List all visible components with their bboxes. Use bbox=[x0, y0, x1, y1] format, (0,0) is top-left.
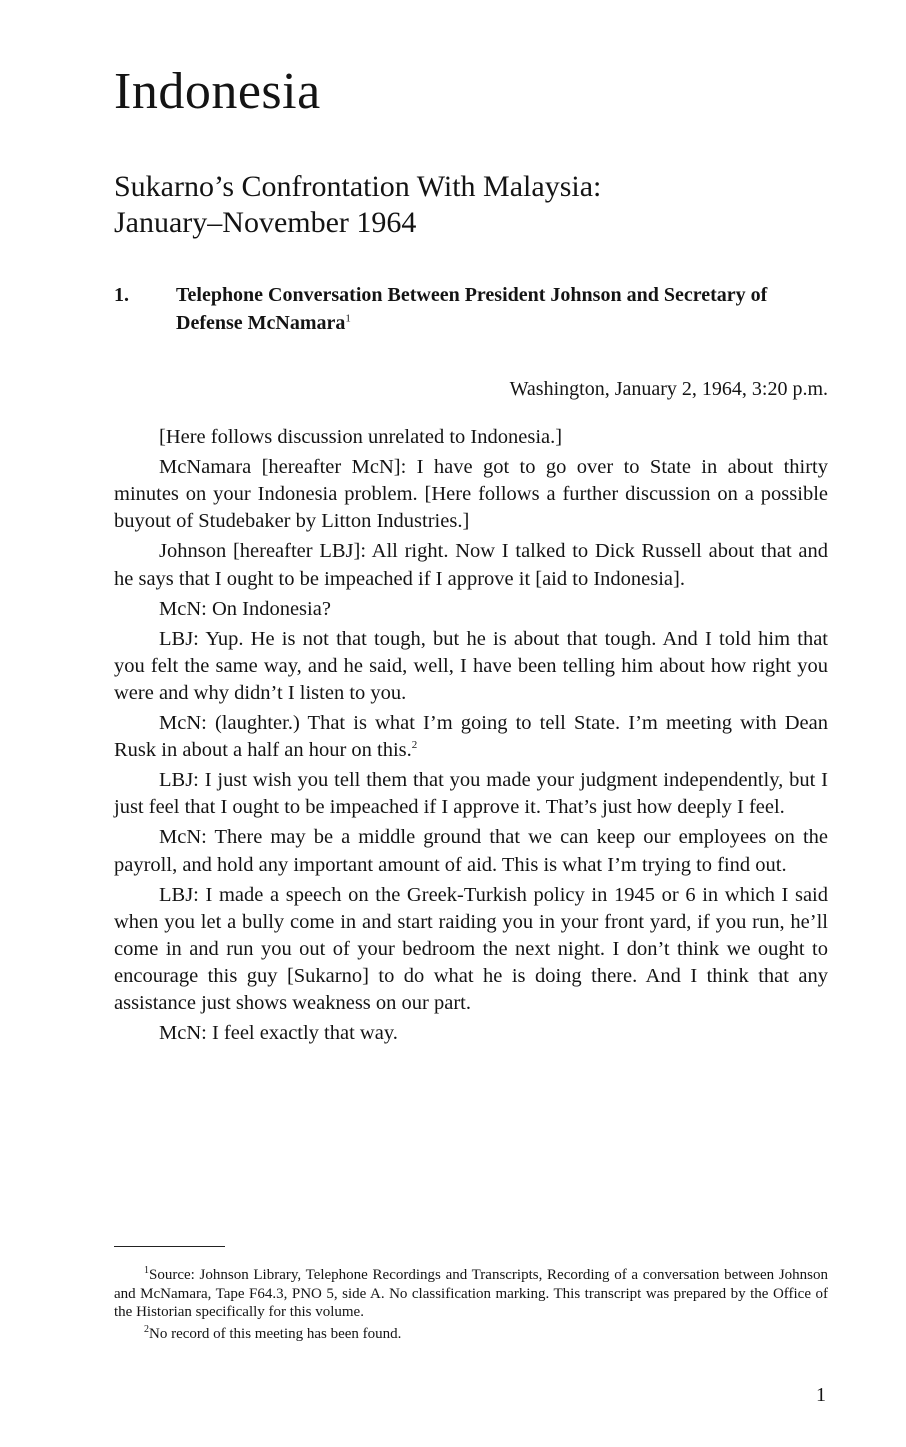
footnote-divider bbox=[114, 1246, 225, 1247]
paragraph: McN: There may be a middle ground that we can keep our employees on the payroll, and hold any important amount of aid. This is what I’m trying to find out. bbox=[114, 826, 828, 876]
footnote bbox=[114, 1325, 828, 1344]
dateline: Washington, January 2, 1964, 3:20 p.m. bbox=[509, 378, 828, 400]
footnote-text: Source: Johnson Library, Telephone Recordings and Transcripts, Recording of a conversation between Johnson and McNamara, Tape F64.3, PNO 5, side A. No classification marking. This transcript was prepared by the Office of the Historian specifically for this volume. bbox=[114, 1267, 828, 1320]
footnote-ref-1[interactable]: 1 bbox=[345, 312, 351, 325]
footnote bbox=[114, 1266, 828, 1322]
document-number: 1. bbox=[114, 284, 129, 306]
footnotes bbox=[114, 1266, 828, 1346]
paragraph bbox=[114, 710, 828, 764]
paragraph: McN: On Indonesia? bbox=[159, 597, 331, 620]
paragraph: LBJ: I made a speech on the Greek-Turkish policy in 1945 or 6 in which I said when you let a bully come in and start raiding you in your front yard, if you run, he’ll come in and run you out of your bedroom the next night. I don’t think we ought to encourage this guy [Sukarno] to do what he is doing there. And I think that any assistance just shows weakness on our part. bbox=[114, 883, 828, 1015]
footnote-ref-2[interactable]: 2 bbox=[411, 739, 418, 752]
transcript-body bbox=[114, 424, 828, 1050]
section-title-line-2: January–November 1964 bbox=[114, 206, 417, 239]
paragraph: [Here follows discussion unrelated to Indonesia.] bbox=[159, 426, 563, 448]
paragraph: McN: I feel exactly that way. bbox=[159, 1022, 398, 1045]
footnote-text: No record of this meeting has been found. bbox=[149, 1325, 402, 1342]
paragraph: LBJ: Yup. He is not that tough, but he is about that tough. And I told him that you felt the same way, and he said, well, I have been telling him about how right you were and why didn’t I listen to you. bbox=[114, 627, 828, 705]
document-title bbox=[176, 281, 826, 337]
footnote-marker: 2 bbox=[144, 1323, 149, 1335]
page-number: 1 bbox=[816, 1384, 826, 1406]
paragraph: Johnson [hereafter LBJ]: All right. Now I talked to Dick Russell about that and he says that I ought to be impeached if I approve it [aid to Indonesia]. bbox=[114, 540, 828, 590]
paragraph: LBJ: I just wish you tell them that you made your judgment independently, but I just feel that I ought to be impeached if I approve it. That’s just how deeply I feel. bbox=[114, 769, 828, 819]
section-title bbox=[114, 169, 814, 241]
section-title-line-1: Sukarno’s Confrontation With Malaysia: bbox=[114, 170, 602, 203]
document-title-text: Telephone Conversation Between President Johnson and Secretary of Defense McNamara bbox=[176, 284, 768, 334]
footnote-marker: 1 bbox=[144, 1265, 149, 1276]
chapter-title: Indonesia bbox=[114, 63, 321, 120]
paragraph-text: McN: (laughter.) That is what I’m going to tell State. I’m meeting with Dean Rusk in about a half an hour on this. bbox=[114, 712, 828, 762]
paragraph: McNamara [hereafter McN]: I have got to go over to State in about thirty minutes on your Indonesia problem. [Here follows a further discussion on a possible buyout of Studebaker by Litton Industries.] bbox=[114, 456, 828, 533]
